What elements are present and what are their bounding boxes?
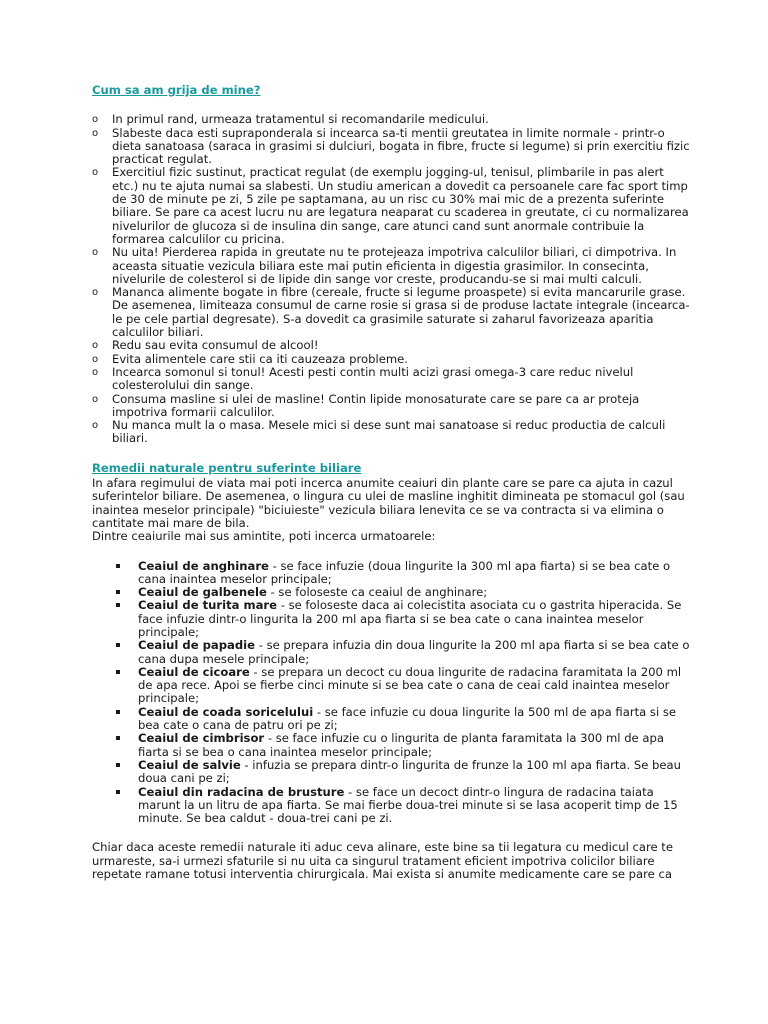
remedy-name: Ceaiul de cimbrisor: [138, 731, 265, 746]
list-item: o Slabeste daca esti supraponderala si incearca sa-ti mentii greutatea in limite normale - printr-o dieta sanatoasa (saraca in grasimi si dulciuri, bogata in fibre, fructe si legume) si prin exercitiu fizic practicat regulat.: [92, 127, 692, 167]
remedies-list: [92, 560, 692, 826]
list-item: o Exercitiul fizic sustinut, practicat regulat (de exemplu jogging-ul, tenisul, plimbarile in pas alert etc.) nu te ajuta numai sa slabesti. Un studiu american a dovedit ca persoanele care fac sport timp de 30 de minute pe zi, 5 zile pe saptamana, au un risc cu 30% mai mic de a prezenta suferinte biliare. Se pare ca acest lucru nu are legatura neaparat cu scaderea in greutate, ci cu normalizarea nivelurilor de glucoza si de insulina din sange, care atunci cand sunt anormale contribuie la formarea calculilor cu pricina.: [92, 166, 692, 246]
remedy-text: - se face un decoct dintr-o lingura de radacina taiata marunt la un litru de apa fiarta. Se mai fierbe doua-trei minute si se lasa acoperit timp de 15 minute. Se bea caldut - doua-trei cani pe zi.: [138, 784, 678, 826]
list-item: o Evita alimentele care stii ca iti cauzeaza probleme.: [92, 353, 692, 366]
remedy-name: Ceaiul din radacina de brusture: [138, 784, 345, 799]
remedy-item: [92, 706, 692, 733]
list-item: o Consuma masline si ulei de masline! Contin lipide monosaturate care se pare ca ar proteja impotriva formarii calculilor.: [92, 393, 692, 420]
self-care-list: [92, 113, 692, 445]
remedy-text: - infuzia se prepara dintr-o lingurita de frunze la 100 ml apa fiarta. Se beau doua cani pe zi;: [138, 757, 681, 786]
remedy-item: [92, 560, 692, 587]
list-item: o Nu manca mult la o masa. Mesele mici si dese sunt mai sanatoase si reduc productia de calculi biliari.: [92, 419, 692, 446]
remedy-name: Ceaiul de salvie: [138, 757, 241, 772]
list-item: o Nu uita! Pierderea rapida in greutate nu te protejeaza impotriva calculilor biliari, ci dimpotriva. In aceasta situatie vezicula biliara este mai putin eficienta in digestia grasimilor. In consecinta, nivelurile de colesterol si de lipide din sange vor creste, producandu-se si mai multi calculi.: [92, 246, 692, 286]
intro-paragraph: In afara regimului de viata mai poti incerca anumite ceaiuri din plante care se pare ca ajuta in cazul suferintelor biliare. De asemenea, o lingura cu ulei de masline inghitit dimineata pe stomacul gol (sau inaintea meselor principale) "biciuieste" vezicula biliara lenevita ce se va contracta si va elimina o cantitate mai mare de bila.: [92, 476, 685, 530]
remedy-item: [92, 599, 692, 639]
list-item: o Redu sau evita consumul de alcool!: [92, 339, 692, 352]
remedy-name: Ceaiul de galbenele: [138, 585, 267, 600]
remedy-name: Ceaiul de coada soricelului: [138, 704, 314, 719]
document-page: [92, 84, 692, 881]
remedy-item: [92, 786, 692, 826]
remedy-text: - se face infuzie (doua lingurite la 300 ml apa fiarta) si se bea cate o cana inaintea meselor principale;: [138, 558, 671, 586]
remedy-item: [92, 759, 692, 786]
remedy-item: [92, 732, 692, 759]
list-item: o In primul rand, urmeaza tratamentul si recomandarile medicului.: [92, 113, 692, 126]
remedy-text: - se prepara un decoct cu doua lingurite de radacina faramitata la 200 ml de apa rece. Apoi se fierbe cinci minute si se bea cate o cana de ceai cald inaintea meselor principale;: [138, 664, 682, 706]
section-heading-self-care[interactable]: Cum sa am grija de mine?: [92, 83, 261, 97]
lead-paragraph: Dintre ceaiurile mai sus amintite, poti incerca urmatoarele:: [92, 529, 436, 544]
remedy-name: Ceaiul de turita mare: [138, 598, 278, 613]
remedy-item: [92, 586, 692, 599]
remedy-text: - se face infuzie cu doua lingurite la 500 ml de apa fiarta si se bea cate o cana de patru ori pe zi;: [138, 704, 677, 733]
remedy-text: - se foloseste daca ai colecistita asociata cu o gastrita hiperacida. Se face infuzie dintr-o lingurita la 200 ml apa fiarta si se bea cate o cana inaintea meselor principale;: [138, 598, 682, 639]
remedy-text: - se prepara infuzia din doua lingurite la 200 ml apa fiarta si se bea cate o cana dupa mesele principale;: [138, 638, 690, 666]
remedy-item: [92, 666, 692, 706]
remedy-item: [92, 639, 692, 666]
remedy-name: Ceaiul de anghinare: [138, 558, 269, 573]
remedy-name: Ceaiul de papadie: [138, 638, 256, 653]
section-heading-natural-remedies[interactable]: Remedii naturale pentru suferinte biliare: [92, 460, 362, 475]
closing-paragraph: Chiar daca aceste remedii naturale iti aduc ceva alinare, este bine sa tii legatura cu medicul care te urmareste, sa-i urmezi sfaturile si nu uita ca singurul tratament eficient impotriva colicilor biliare repetate ramane totusi interventia chirurgicala. Mai exista si anumite medicamente care se pare ca: [92, 840, 673, 882]
list-item: o Incearca somonul si tonul! Acesti pesti contin multi acizi grasi omega-3 care reduc nivelul colesterolului din sange.: [92, 366, 692, 393]
remedy-text: - se face infuzie cu o lingurita de planta faramitata la 300 ml de apa fiarta si se bea o cana inaintea meselor principale;: [138, 731, 664, 759]
remedy-name: Ceaiul de cicoare: [138, 664, 250, 679]
remedy-text: - se foloseste ca ceaiul de anghinare;: [266, 585, 488, 600]
list-item: o Mananca alimente bogate in fibre (cereale, fructe si legume proaspete) si evita mancarurile grase. De asemenea, limiteaza consumul de carne rosie si grasa si de produse lactate integrale (incearca-le pe cele partial degresate). S-a dovedit ca grasimile saturate si zaharul favorizeaza aparitia calculilor biliari.: [92, 286, 692, 339]
